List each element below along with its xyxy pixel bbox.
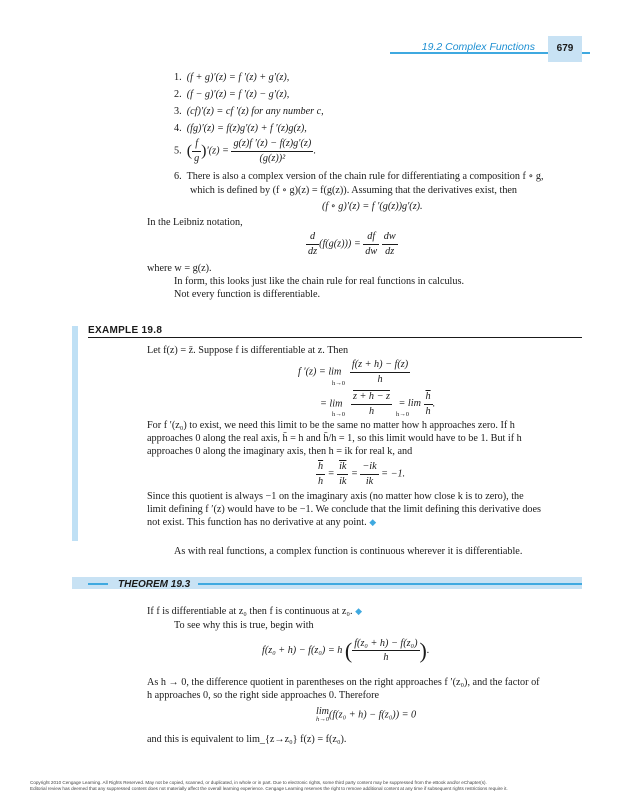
example-sidebar <box>72 326 78 541</box>
rule-number: 3. <box>174 106 182 117</box>
end-of-theorem-icon: ◆ <box>355 606 362 616</box>
quotient-fg: $\frac{f}{g}$ <box>194 138 200 164</box>
rule-3 <box>174 105 324 119</box>
rule-4 <box>174 122 307 136</box>
example-para-5: limit defining f ′(z) would have to be −1. We conclude that the limit defining this derivative does <box>147 504 541 515</box>
theorem-line-right <box>198 583 582 585</box>
leibniz-note-1: In form, this looks just like the chain rule for real functions in calculus. <box>174 276 464 287</box>
conjugate-limit: = lim $\frac{z + h - z}{h}$ = lim $\frac{\overline{h}}{h}$ . <box>320 391 436 417</box>
quotient-equation: $\frac{\overline{h}}{h}$ = $\frac{\overline{ik}}{ik}$ = $\frac{-ik}{ik}$ = −1. <box>318 461 406 487</box>
copyright-footer <box>30 780 590 793</box>
rule-text: (fg)′(z) = f(z)g′(z) + f ′(z)g(z), <box>186 123 307 134</box>
rule-number: 6. <box>174 171 182 182</box>
example-para-1: For f ′(z₀) to exist, we need this limit to be the same no matter how h approaches zero. If h <box>147 420 515 431</box>
rule-5: 5. ( $\frac{f}{g}$ )′(z) = $\frac{g(z)f '(z) - f(z)g'(z)}{\text{(g(z))²}}$ . <box>174 138 316 164</box>
example-para-6: not exist. This function has no derivative at any point. ◆ <box>147 517 377 528</box>
lim-subscript: h→0 <box>332 380 345 387</box>
proof-intro: To see why this is true, begin with <box>174 620 314 631</box>
rule-6-line2: which is defined by (f ∘ g)(z) = f(g(z)). Assuming that the derivatives exist, then <box>190 185 518 196</box>
rule-number: 4. <box>174 123 182 134</box>
theorem-statement: If f is differentiable at z₀ then f is continuous at z₀. ◆ <box>147 606 362 617</box>
example-para-2: approaches 0 along the real axis, h̄ = h and h̄/h = 1, so this limit would have to be 1. But if h <box>147 433 522 444</box>
rule-1 <box>174 71 289 85</box>
rule-text: (cf)′(z) = cf ′(z) for any number c, <box>186 106 324 117</box>
rule-number: 2. <box>174 89 182 100</box>
proof-conclusion: and this is equivalent to lim_{z→z₀} f(z) = f(z₀). <box>147 734 347 745</box>
footer-line-1: Copyright 2010 Cengage Learning. All Rights Reserved. May not be copied, scanned, or duplicated, in whole or in part. Due to electronic rights, some third party content may be suppressed from the eBook and/or eChapter(s). <box>30 780 487 785</box>
rule-6: 6. There is also a complex version of the chain rule for differentiating a composition f ∘ g, <box>174 171 544 182</box>
chain-rule-equation: (f ∘ g)′(z) = f ′(g(z))g′(z). <box>322 201 423 212</box>
proof-para-1: As h → 0, the difference quotient in parentheses on the right approaches f ′(z₀), and the factor of <box>147 677 540 688</box>
example-rule <box>88 337 582 338</box>
lim-subscript: h→0 <box>332 411 345 418</box>
proof-para-2: h approaches 0, so the right side approaches 0. Therefore <box>147 690 380 701</box>
rule-2 <box>174 88 289 102</box>
quotient-rule-fraction: $\frac{g(z)f '(z) - f(z)g'(z)}{\text{(g(z))²}}$ <box>233 138 312 164</box>
continuity-note: As with real functions, a complex function is continuous wherever it is differentiable. <box>174 546 523 557</box>
theorem-heading: THEOREM 19.3 <box>118 579 191 590</box>
example-para-3: approaches 0 along the imaginary axis, then h = ik for real k, and <box>147 446 413 457</box>
end-of-example-icon: ◆ <box>369 517 377 527</box>
rule-text: (f + g)′(z) = f ′(z) + g′(z), <box>186 72 290 83</box>
leibniz-intro: In the Leibniz notation, <box>147 217 243 228</box>
example-para-4: Since this quotient is always −1 on the imaginary axis (no matter how close k is to zero), the <box>147 491 524 502</box>
lim-subscript: h→0 <box>396 411 409 418</box>
leibniz-where: where w = g(z). <box>147 263 212 274</box>
theorem-equation: f(z₀ + h) − f(z₀) = h ( $\frac{\text{f(z₀ + h) − f(z₀)}}{h}$ ). <box>262 637 430 664</box>
rule-number: 1. <box>174 72 182 83</box>
footer-line-2: Editorial review has deemed that any suppressed content does not materially affect the overall learning experience. Cengage Learning reserves the right to remove additional content at any time if subsequent rights restrictions require it. <box>30 786 508 792</box>
leibniz-note-2: Not every function is differentiable. <box>174 289 321 300</box>
derivative-definition: f ′(z) = lim $\frac{f(z + h) - f(z)}{h}$ <box>298 359 409 385</box>
example-intro: Let f(z) = z̄. Suppose f is differentiable at z. Then <box>147 345 349 356</box>
section-title: 19.2 Complex Functions <box>421 41 535 53</box>
page-number: 679 <box>556 43 574 54</box>
proof-limit-equation: lim h→0 (f(z₀ + h) − f(z₀)) = 0 <box>316 706 417 724</box>
theorem-line-left <box>88 583 108 585</box>
rule-number: 5. <box>174 145 182 157</box>
example-heading: EXAMPLE 19.8 <box>88 325 163 336</box>
rule-text: (f − g)′(z) = f ′(z) − g′(z), <box>186 89 290 100</box>
leibniz-equation: $\frac{d}{dz}$ (f(g(z))) = $\frac{df}{dw}$ $\frac{dw}{dz}$ <box>308 231 396 257</box>
